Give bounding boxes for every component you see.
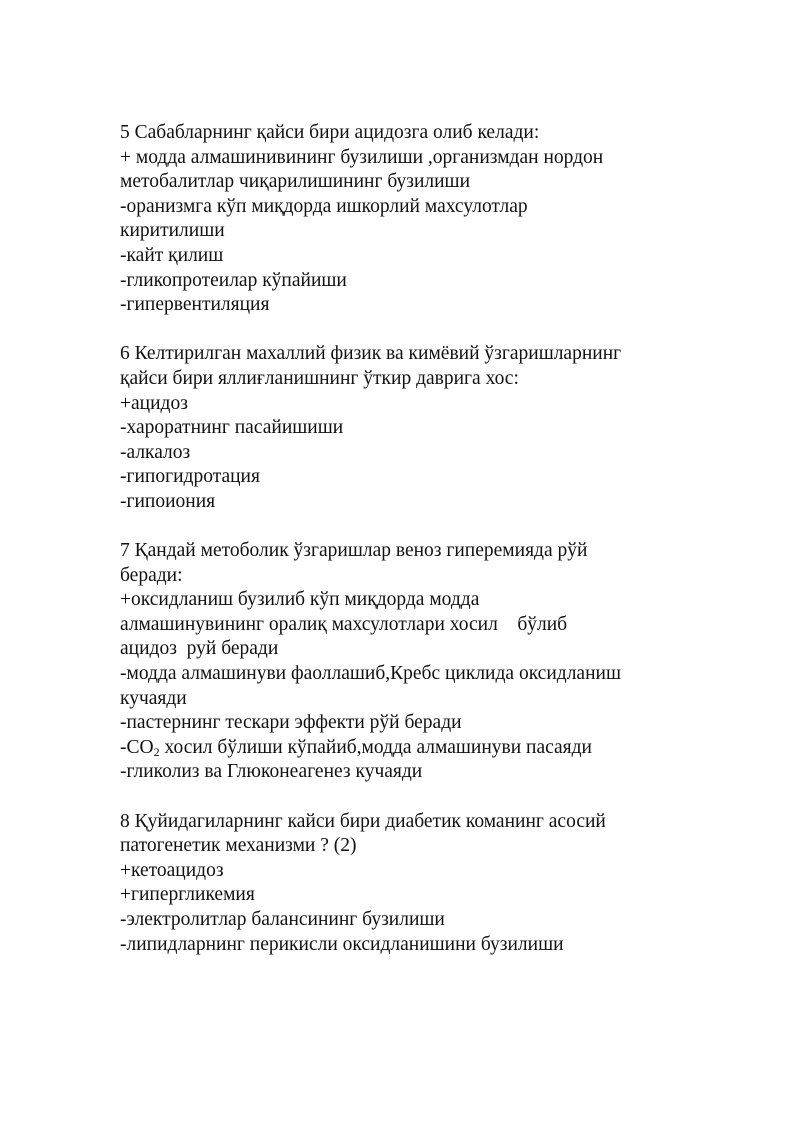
co2-subscript: 2 <box>153 744 160 759</box>
question-8 <box>120 810 690 958</box>
question-7-answer-correct-cont: алмашинувининг оралиқ махсулотлари хосил бўлиб <box>120 613 568 635</box>
question-6-option: -алкалоз <box>120 441 191 463</box>
question-5-title: 5 Сабабларнинг қайси бири ацидозга олиб келади: <box>120 122 540 143</box>
question-7-option-co2 <box>120 736 690 761</box>
question-6-option: -хароратнинг пасайишиши <box>120 417 344 439</box>
question-8-option: -липидларнинг перикисли оксидланишини бузилиши <box>120 933 564 955</box>
question-7 <box>120 539 690 785</box>
question-7-option: -модда алмашинуви фаоллашиб,Кребс циклида оксидланиш <box>120 663 621 685</box>
co2-suffix: хосил бўлиши кўпайиб,модда алмашинуви пасаяди <box>159 736 592 758</box>
question-5 <box>120 121 690 318</box>
question-8-title-cont: патогенетик механизми ? (2) <box>120 835 357 857</box>
question-6-option: -гипогидротация <box>120 466 260 488</box>
question-5-option-cont: киритилиши <box>120 220 225 242</box>
question-7-option: -гликолиз ва Глюконеагенез кучаяди <box>120 761 423 783</box>
question-5-answer-correct: + модда алмашинивининг бузилиши ,организмдан нордон <box>120 146 604 168</box>
question-7-option: -пастернинг тескари эффекти рўй беради <box>120 712 462 734</box>
question-6-option: -гипоиония <box>120 490 216 512</box>
question-5-option: -кайт қилиш <box>120 244 224 266</box>
question-7-answer-correct: +оксидланиш бузилиб кўп миқдорда модда <box>120 589 480 611</box>
question-8-answer-correct: +гипергликемия <box>120 884 255 906</box>
question-7-answer-correct-cont: ацидоз руй беради <box>120 638 279 660</box>
question-7-title-cont: беради: <box>120 564 183 586</box>
question-6-answer-correct: +ацидоз <box>120 392 188 414</box>
question-8-option: -электролитлар балансининг бузилиши <box>120 909 445 930</box>
question-5-option: -оранизмга кўп миқдорда ишкорлий махсулотлар <box>120 195 528 217</box>
question-6-title-cont: қайси бири яллиғланишнинг ўткир даврига хос: <box>120 367 519 389</box>
question-8-answer-correct: +кетоацидоз <box>120 859 224 881</box>
question-7-title: 7 Қандай метоболик ўзгаришлар веноз гиперемияда рўй <box>120 540 588 562</box>
question-5-option: -гликопротеилар кўпайиши <box>120 269 347 291</box>
question-6 <box>120 342 690 514</box>
question-5-answer-correct-cont: метобалитлар чиқарилишининг бузилиши <box>120 171 471 193</box>
question-5-option: -гипервентиляция <box>120 294 270 316</box>
co2-prefix: -CO <box>120 736 154 758</box>
question-6-title: 6 Келтирилган махаллий физик ва кимёвий ўзгаришларнинг <box>120 343 622 365</box>
question-7-option-cont: кучаяди <box>120 687 187 709</box>
question-8-title: 8 Қуйидагиларнинг кайси бири диабетик команинг асосий <box>120 810 606 832</box>
document-body <box>120 121 690 982</box>
